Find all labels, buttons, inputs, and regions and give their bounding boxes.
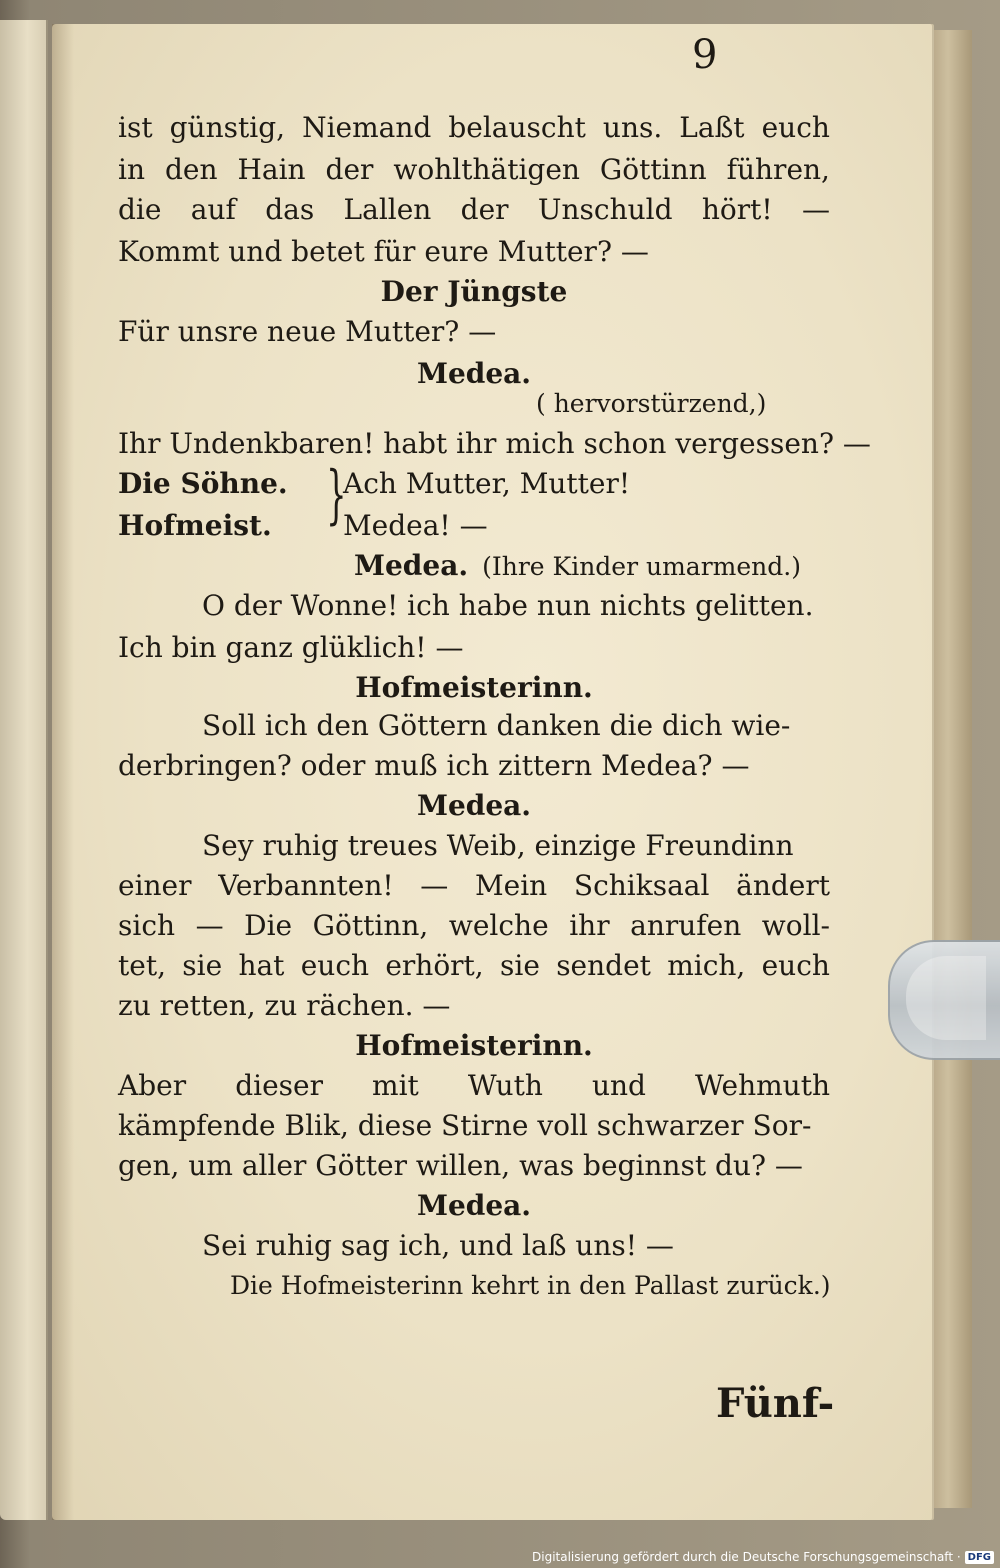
word: ihr: [569, 909, 610, 942]
speaker-heading: Medea.: [416, 357, 532, 390]
text-line: Sei ruhig sag ich, und laß uns! —: [202, 1229, 674, 1262]
word: belauscht: [448, 111, 586, 144]
gutter-shadow: [52, 24, 74, 1520]
word: anrufen: [630, 909, 742, 942]
word: einer: [118, 869, 192, 902]
word: führen,: [726, 153, 830, 186]
speaker-heading: Hofmeisterinn.: [355, 671, 593, 704]
text-line: [118, 946, 830, 986]
page-stack-edge: [932, 30, 972, 1508]
word: Die: [244, 909, 293, 942]
text-line: [118, 108, 830, 148]
credit-text: Digitalisierung gefördert durch die Deutsche Forschungsgemeinschaft ·: [532, 1550, 961, 1564]
speaker-heading-with-direction: [354, 546, 801, 587]
speaker-label: Hofmeist.: [118, 509, 272, 542]
text-line: [118, 866, 830, 906]
word: sie: [500, 949, 540, 982]
word: Göttinn,: [312, 909, 429, 942]
word: Wehmuth: [695, 1069, 830, 1102]
dfg-logo: DFG: [965, 1551, 994, 1564]
word: —: [195, 909, 224, 942]
speaker-heading: Medea.: [416, 1189, 532, 1222]
word: ist: [118, 111, 153, 144]
word: günstig,: [169, 111, 286, 144]
text-line: gen, um aller Götter willen, was beginnst du? —: [118, 1149, 803, 1182]
text-line: Für unsre neue Mutter? —: [118, 315, 497, 348]
word: Schiksaal: [573, 869, 710, 902]
page-turn-handle[interactable]: [888, 940, 1000, 1060]
speaker-heading: Hofmeisterinn.: [355, 1029, 593, 1062]
word: die: [118, 193, 162, 226]
word: auf: [190, 193, 236, 226]
word: Göttinn: [599, 153, 707, 186]
speaker-heading: Medea.: [416, 789, 532, 822]
text-line: kämpfende Blik, diese Stirne voll schwarzer Sor-: [118, 1109, 812, 1142]
text-line: [118, 906, 830, 946]
word: mit: [372, 1069, 419, 1102]
text-line: derbringen? oder muß ich zittern Medea? —: [118, 749, 750, 782]
word: woll-: [761, 909, 830, 942]
word: Unschuld: [537, 193, 673, 226]
word: Hain: [237, 153, 306, 186]
word: der: [325, 153, 374, 186]
text-line: [118, 190, 830, 230]
word: sie: [182, 949, 223, 982]
catchword: Fünf-: [716, 1380, 835, 1427]
word: euch: [300, 949, 370, 982]
digitization-credit: [532, 1550, 994, 1564]
word: uns.: [602, 111, 663, 144]
word: Verbannten!: [218, 869, 394, 902]
word: Laßt: [679, 111, 745, 144]
speech-text: Medea! —: [343, 509, 488, 542]
word: —: [420, 869, 449, 902]
page-turn-handle-highlight: [906, 956, 986, 1040]
text-line: [118, 1066, 830, 1106]
speaker-label: Die Söhne.: [118, 467, 288, 500]
stage-direction: Die Hofmeisterinn kehrt in den Pallast zurück.): [230, 1271, 831, 1300]
text-line: [118, 150, 830, 190]
word: euch: [761, 949, 830, 982]
word: hat: [238, 949, 285, 982]
word: sich: [118, 909, 176, 942]
word: sendet: [556, 949, 651, 982]
text-line: zu retten, zu rächen. —: [118, 989, 451, 1022]
word: Lallen: [343, 193, 432, 226]
text-line: Soll ich den Göttern danken die dich wie-: [202, 709, 791, 742]
word: dieser: [235, 1069, 323, 1102]
text-line: Kommt und betet für eure Mutter? —: [118, 235, 649, 268]
stage-direction: ( hervorstürzend,): [536, 389, 767, 418]
word: ändert: [736, 869, 830, 902]
word: mich,: [667, 949, 746, 982]
stage-direction: (Ihre Kinder umarmend.): [482, 552, 801, 581]
word: Wuth: [467, 1069, 543, 1102]
text-line: Ihr Undenkbaren! habt ihr mich schon vergessen? —: [118, 427, 871, 460]
speaker-brace: }: [326, 458, 347, 532]
word: in: [118, 153, 145, 186]
word: und: [591, 1069, 646, 1102]
word: Mein: [474, 869, 548, 902]
word: das: [265, 193, 315, 226]
shared-speech-line: [118, 464, 630, 504]
word: Aber: [118, 1069, 187, 1102]
speaker-heading: Der Jüngste: [380, 275, 568, 308]
word: welche: [448, 909, 549, 942]
word: euch: [761, 111, 830, 144]
word: tet,: [118, 949, 166, 982]
speech-text: Ach Mutter, Mutter!: [343, 467, 631, 500]
page-number: 9: [692, 32, 718, 78]
word: wohlthätigen: [393, 153, 580, 186]
word: der: [460, 193, 509, 226]
word: erhört,: [385, 949, 484, 982]
word: —: [801, 193, 830, 226]
shared-speech-line: [118, 506, 488, 546]
text-line: Sey ruhig treues Weib, einzige Freundinn: [202, 829, 794, 862]
word: den: [164, 153, 218, 186]
word: hört!: [701, 193, 773, 226]
facing-page-edge: [0, 20, 48, 1520]
text-line: O der Wonne! ich habe nun nichts gelitten.: [202, 589, 814, 622]
text-line: Ich bin ganz glüklich! —: [118, 631, 464, 664]
word: Niemand: [302, 111, 432, 144]
speaker-label: Medea.: [354, 549, 469, 582]
